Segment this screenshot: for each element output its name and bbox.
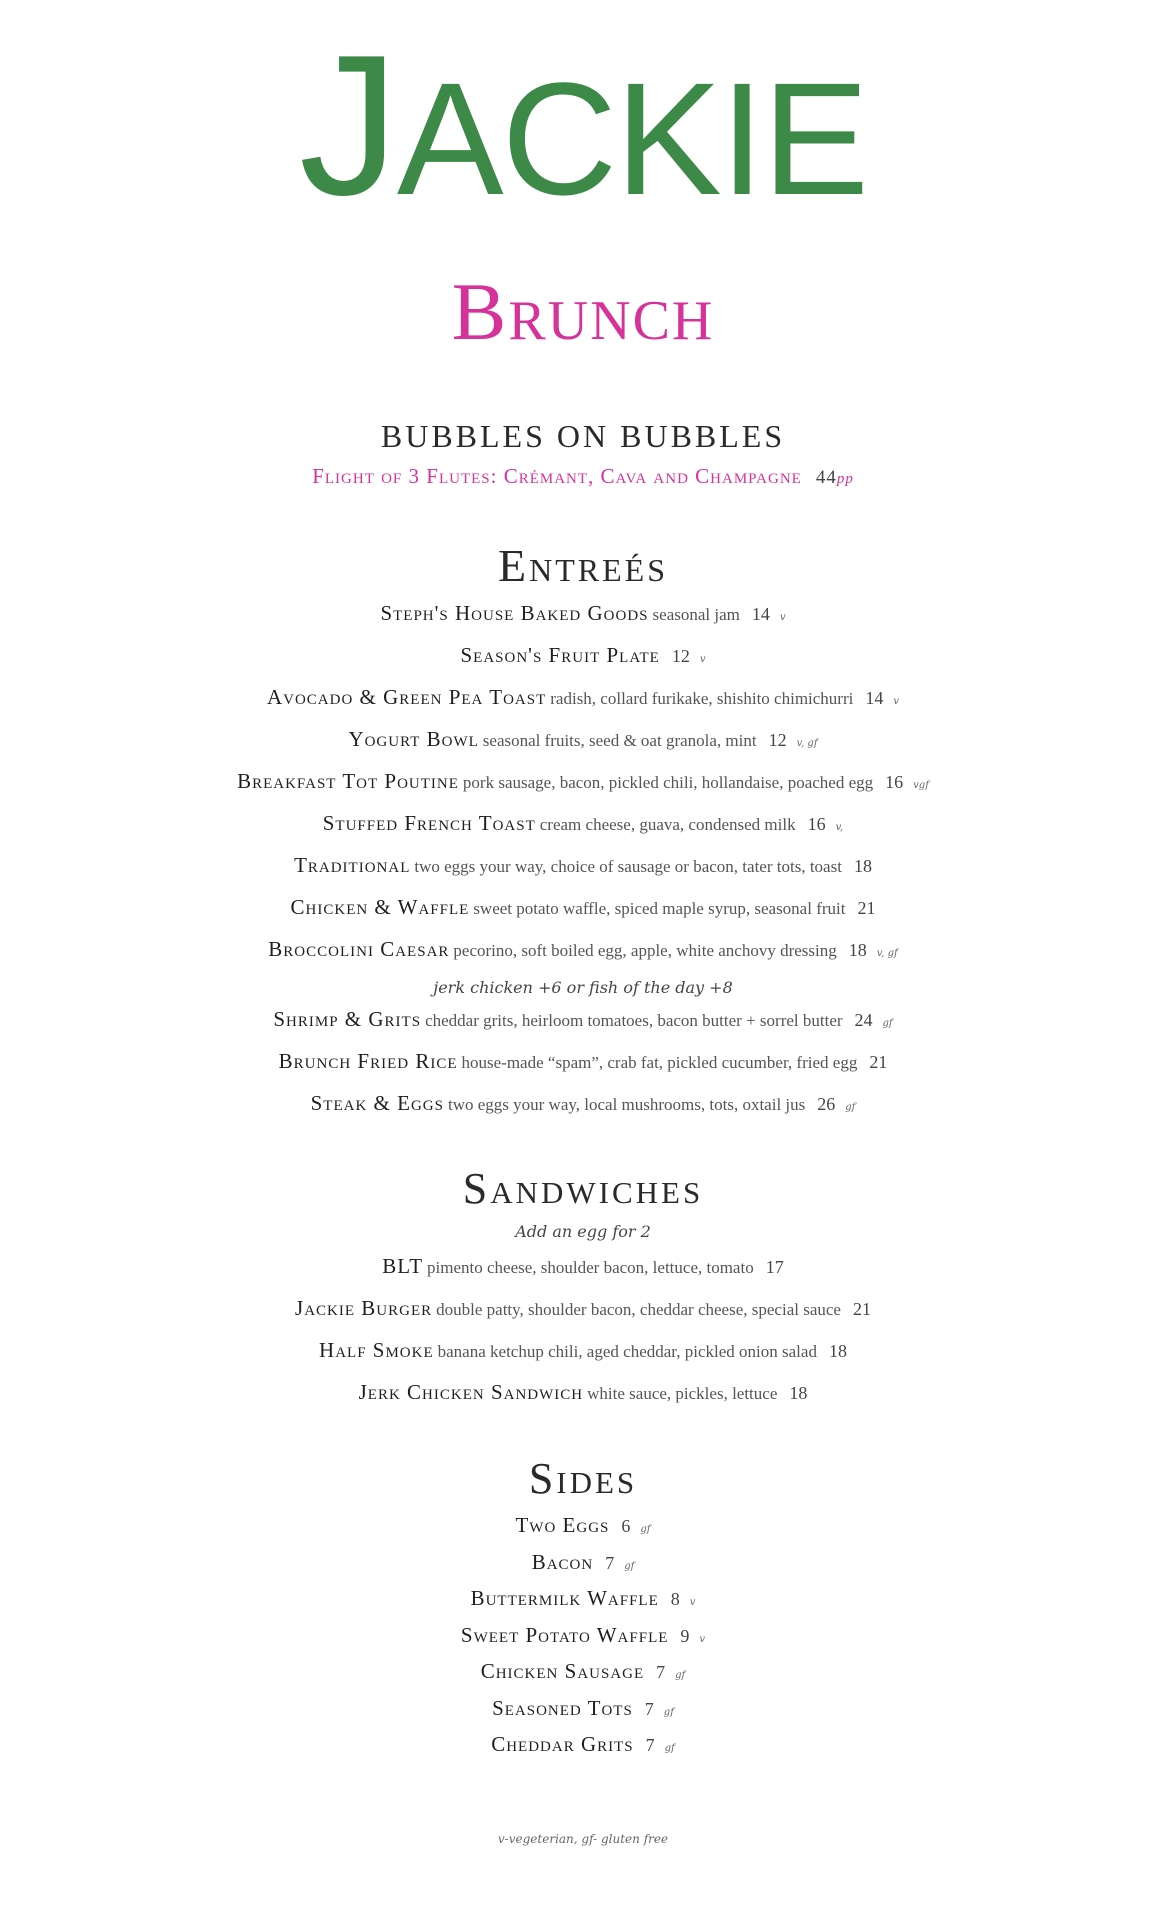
diet-tag: v, gf bbox=[876, 948, 898, 959]
item-name: Broccolini Caesar bbox=[268, 937, 450, 961]
item-name: Cheddar Grits bbox=[491, 1732, 634, 1756]
item-name: Chicken & Waffle bbox=[290, 895, 470, 919]
menu-item bbox=[0, 1621, 1166, 1658]
item-price: 7 bbox=[605, 1552, 615, 1573]
item-description: radish, collard furikake, shishito chimichurri bbox=[550, 689, 854, 708]
item-name: Jackie Burger bbox=[295, 1296, 433, 1320]
item-name: Stuffed French Toast bbox=[322, 811, 536, 835]
diet-tag: gf bbox=[640, 1524, 651, 1535]
sides-heading: Sides bbox=[528, 1454, 638, 1503]
item-price: 21 bbox=[869, 1052, 888, 1072]
item-name: Seasoned Tots bbox=[492, 1695, 633, 1720]
menu-item bbox=[0, 640, 1166, 682]
entrees-list bbox=[0, 598, 1166, 1130]
sides-list bbox=[0, 1511, 1166, 1767]
menu-item bbox=[0, 1377, 1166, 1419]
item-name: Season's Fruit Plate bbox=[460, 643, 660, 667]
entrees-heading: Entreés bbox=[498, 540, 668, 591]
item-price: 12 bbox=[671, 646, 690, 666]
item-description: double patty, shoulder bacon, cheddar cheese, special sauce bbox=[436, 1300, 841, 1319]
menu-item bbox=[0, 1004, 1166, 1046]
menu-item bbox=[0, 1088, 1166, 1130]
item-name: BLT bbox=[382, 1254, 424, 1278]
menu-item bbox=[0, 1694, 1166, 1731]
diet-tag: v bbox=[699, 1633, 706, 1645]
menu-item bbox=[0, 1293, 1166, 1335]
diet-tag: gf bbox=[845, 1102, 856, 1113]
menu-item bbox=[0, 934, 1166, 1004]
item-price: 24 bbox=[854, 1010, 873, 1030]
sandwiches-heading: Sandwiches bbox=[462, 1164, 704, 1213]
diet-tag: gf bbox=[675, 1670, 686, 1681]
menu-item bbox=[0, 682, 1166, 724]
item-name: Breakfast Tot Poutine bbox=[237, 769, 459, 793]
menu-item bbox=[0, 1511, 1166, 1548]
item-description: sweet potato waffle, spiced maple syrup, seasonal fruit bbox=[473, 899, 846, 918]
diet-tag: v, gf bbox=[796, 738, 818, 749]
logo-rest: ACKIE bbox=[396, 49, 868, 228]
menu-item bbox=[0, 1046, 1166, 1088]
item-addon: jerk chicken +6 or fish of the day +8 bbox=[433, 978, 733, 997]
bubbles-offer-text: Flight of 3 Flutes: Crémant, Cava and Champagne bbox=[312, 464, 802, 488]
item-price: 18 bbox=[853, 856, 872, 876]
menu-item bbox=[0, 808, 1166, 850]
item-name: Steak & Eggs bbox=[310, 1091, 444, 1115]
menu-item bbox=[0, 1335, 1166, 1377]
item-description: two eggs your way, choice of sausage or bacon, tater tots, toast bbox=[414, 857, 842, 876]
item-price: 7 bbox=[645, 1735, 655, 1755]
menu-item bbox=[0, 1730, 1166, 1767]
bubbles-heading: BUBBLES ON BUBBLES bbox=[380, 418, 786, 454]
item-name: Brunch Fried Rice bbox=[278, 1049, 458, 1073]
diet-tag: gf bbox=[664, 1743, 675, 1754]
menu-item bbox=[0, 892, 1166, 934]
item-description: banana ketchup chili, aged cheddar, pickled onion salad bbox=[437, 1342, 817, 1361]
item-description: seasonal fruits, seed & oat granola, mint bbox=[482, 731, 757, 750]
item-description: cream cheese, guava, condensed milk bbox=[539, 815, 796, 834]
item-price: 18 bbox=[848, 940, 867, 960]
menu-item bbox=[0, 724, 1166, 766]
item-name: Sweet Potato Waffle bbox=[460, 1622, 669, 1647]
item-name: Traditional bbox=[294, 853, 411, 877]
diet-tag: v, bbox=[835, 822, 844, 833]
bubbles-price: 44 bbox=[815, 467, 837, 488]
item-description: cheddar grits, heirloom tomatoes, bacon butter + sorrel butter bbox=[425, 1011, 843, 1030]
menu-item bbox=[0, 766, 1166, 808]
bubbles-price-unit: pp bbox=[836, 471, 854, 487]
item-price: 7 bbox=[644, 1698, 654, 1719]
item-price: 6 bbox=[621, 1516, 631, 1536]
item-price: 21 bbox=[857, 898, 876, 918]
menu-item bbox=[0, 1548, 1166, 1585]
diet-tag: v bbox=[893, 696, 900, 707]
diet-tag: v bbox=[689, 1597, 696, 1608]
menu-title-initial: B bbox=[451, 266, 509, 357]
diet-tag: v bbox=[779, 612, 786, 623]
item-name: Two Eggs bbox=[515, 1513, 610, 1537]
menu-item bbox=[0, 1251, 1166, 1293]
item-description: pecorino, soft boiled egg, apple, white anchovy dressing bbox=[453, 941, 837, 960]
item-name: Buttermilk Waffle bbox=[470, 1586, 659, 1610]
diet-tag: gf bbox=[882, 1018, 893, 1029]
restaurant-logo bbox=[0, 14, 1166, 237]
item-price: 8 bbox=[670, 1589, 680, 1609]
item-price: 18 bbox=[828, 1341, 847, 1361]
item-description: two eggs your way, local mushrooms, tots, oxtail jus bbox=[447, 1095, 806, 1114]
menu-item bbox=[0, 598, 1166, 640]
item-name: Jerk Chicken Sandwich bbox=[358, 1380, 584, 1404]
item-name: Shrimp & Grits bbox=[273, 1007, 422, 1031]
item-description: pork sausage, bacon, pickled chili, hollandaise, poached egg bbox=[462, 773, 874, 792]
item-price: 12 bbox=[768, 730, 787, 750]
diet-tag: v bbox=[699, 654, 706, 665]
menu-title-rest: RUNCH bbox=[508, 290, 715, 352]
item-price: 16 bbox=[807, 814, 826, 834]
item-price: 17 bbox=[765, 1257, 784, 1277]
item-price: 14 bbox=[865, 688, 884, 708]
bubbles-offer bbox=[0, 464, 1166, 489]
item-name: Steph's House Baked Goods bbox=[380, 601, 649, 625]
logo-initial: J bbox=[298, 14, 397, 237]
item-price: 26 bbox=[817, 1094, 836, 1114]
menu-title bbox=[0, 262, 1166, 371]
item-name: Chicken Sausage bbox=[480, 1659, 645, 1683]
item-price: 21 bbox=[852, 1299, 871, 1319]
item-price: 9 bbox=[680, 1625, 690, 1646]
item-description: seasonal jam bbox=[652, 605, 740, 624]
sandwiches-note: Add an egg for 2 bbox=[515, 1222, 651, 1241]
item-description: white sauce, pickles, lettuce bbox=[587, 1384, 778, 1403]
menu-item bbox=[0, 850, 1166, 892]
diet-tag: vgf bbox=[913, 780, 929, 791]
diet-legend: v-vegeterian, gf- gluten free bbox=[497, 1832, 669, 1846]
item-name: Avocado & Green Pea Toast bbox=[266, 685, 547, 709]
item-price: 16 bbox=[885, 772, 904, 792]
item-name: Half Smoke bbox=[319, 1338, 434, 1362]
item-price: 18 bbox=[789, 1383, 808, 1403]
diet-tag: gf bbox=[663, 1706, 674, 1718]
item-description: house-made “spam”, crab fat, pickled cucumber, fried egg bbox=[461, 1053, 858, 1072]
item-price: 14 bbox=[751, 604, 770, 624]
sandwiches-list bbox=[0, 1251, 1166, 1419]
menu-item bbox=[0, 1584, 1166, 1621]
item-price: 7 bbox=[656, 1662, 666, 1682]
item-name: Yogurt Bowl bbox=[348, 727, 479, 751]
diet-tag: gf bbox=[624, 1560, 635, 1572]
menu-item bbox=[0, 1657, 1166, 1694]
item-name: Bacon bbox=[531, 1549, 594, 1574]
item-description: pimento cheese, shoulder bacon, lettuce, tomato bbox=[427, 1258, 754, 1277]
